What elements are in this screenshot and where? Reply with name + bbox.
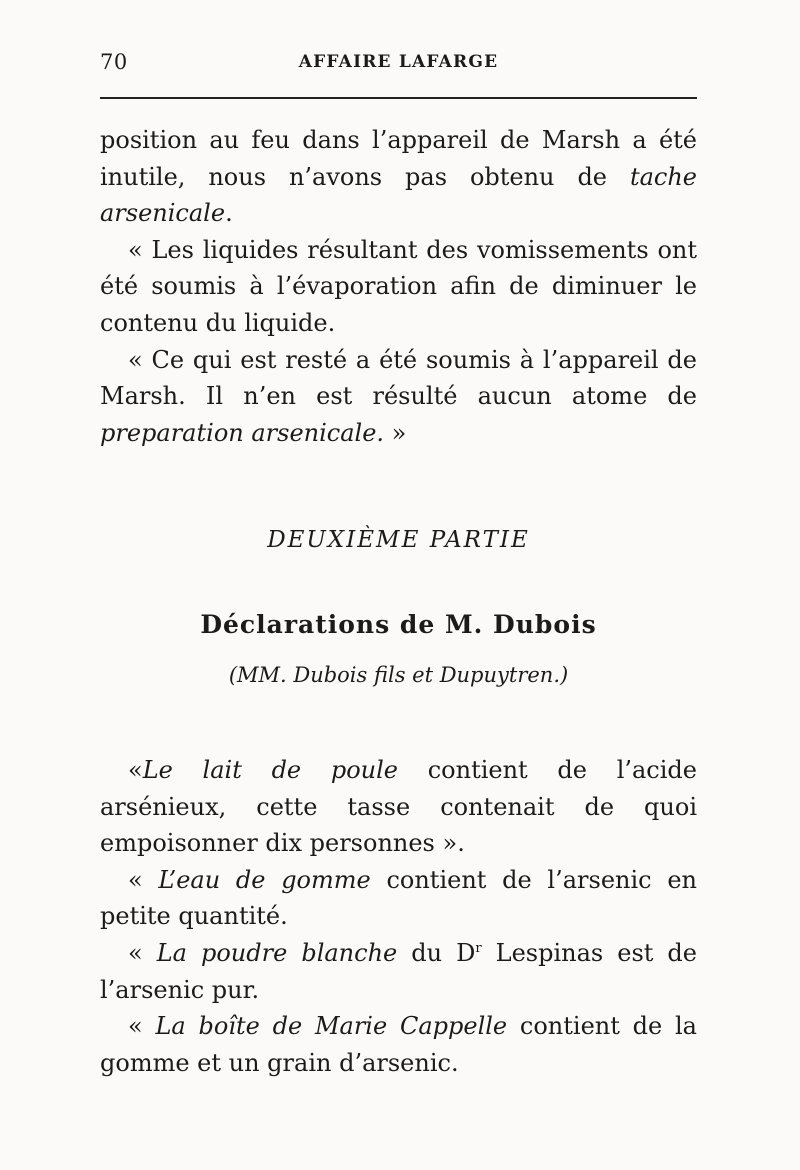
quote-mark: « [128,865,159,894]
paragraph-text: contient de la gomme et un grain d’arsenic. [100,1012,697,1077]
page-number: 70 [100,50,128,74]
chapter-heading: Déclarations de M. Dubois [200,610,597,639]
paragraph [100,935,697,1008]
paragraph-text: » [384,418,407,447]
paragraph-text: « Ce qui est resté a été soumis à l’appareil de Marsh. Il n’en est résulté aucun atome de [100,345,697,411]
section-title: DEUXIÈME PARTIE [267,527,530,553]
paragraph-text: . [225,199,233,228]
paragraph-text: du D [397,938,476,967]
text-block-bottom [100,752,697,1081]
italic-text: preparation arsenicale. [100,418,385,447]
paragraph [100,122,697,232]
paragraph [100,862,697,935]
text-block-top [100,122,697,451]
paragraph [100,752,697,862]
quote-mark: « [128,1012,156,1041]
paragraph [100,342,697,452]
paragraph-text: contient de l’acide arsénieux, cette tasse contenait de quoi empoisonner dix personnes ». [100,756,697,858]
header-rule [100,97,697,99]
italic-text: La poudre blanche [156,938,398,967]
running-head: AFFAIRE LAFARGE [298,52,499,72]
paragraph-text: Lespinas est de l’arsenic pur. [100,938,697,1004]
paragraph [100,1008,697,1081]
paragraph: « Les liquides résultant des vomissements ont été soumis à l’évaporation afin de diminuer le contenu du liquide. [100,235,697,337]
quote-mark: « [128,756,143,784]
italic-text: Le lait de poule [142,756,398,784]
italic-text: tache arsenicale [100,162,697,228]
chapter-subheading: (MM. Dubois fils et Dupuytren.) [228,663,569,687]
quote-mark: « [128,938,157,967]
superscript: r [475,940,482,956]
page-header [100,50,697,80]
paragraph-text: position au feu dans l’appareil de Marsh a été inutile, nous n’avons pas obtenu de [100,126,697,191]
paragraph-text: contient de l’arsenic en petite quantité. [100,865,697,931]
italic-text: La boîte de Marie Cappelle [155,1012,508,1041]
italic-text: L’eau de gomme [158,865,371,894]
